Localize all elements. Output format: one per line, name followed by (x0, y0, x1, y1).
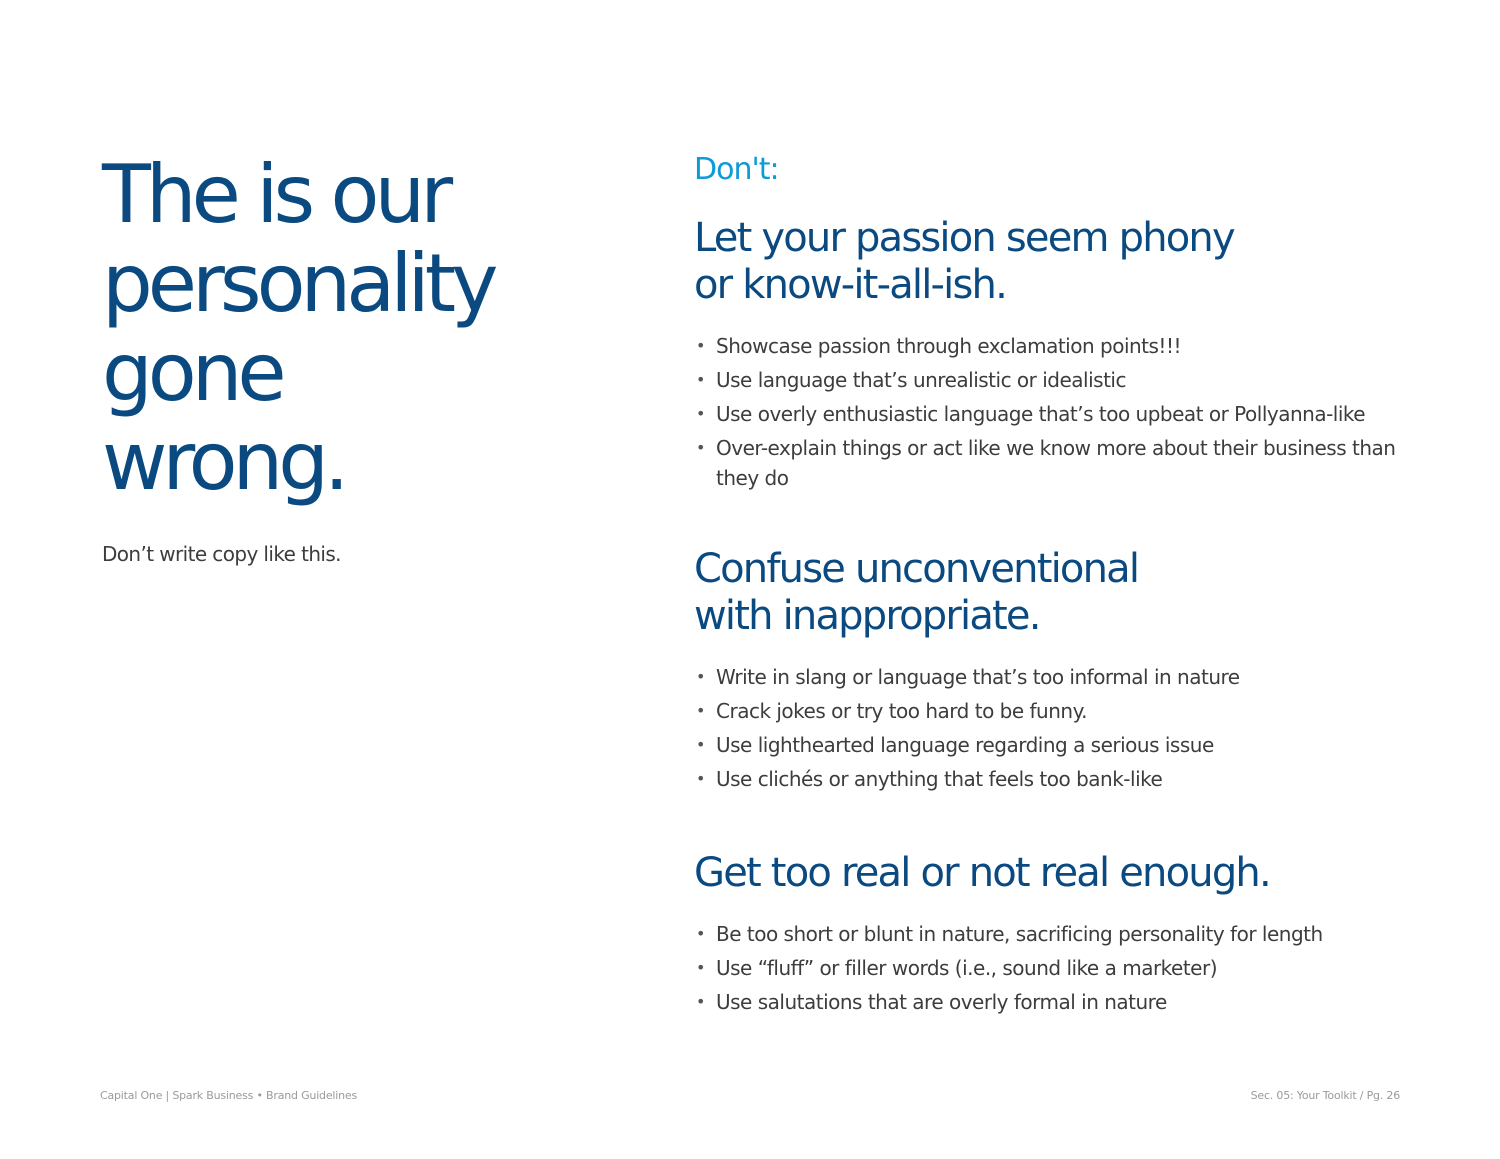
section-title (694, 215, 1414, 309)
section-real (694, 850, 1414, 1021)
headline-line: personality (102, 237, 494, 330)
list-item-text: Use salutations that are overly formal in nature (716, 990, 1167, 1014)
list-item-text: Over-explain things or act like we know more about their business than they do (716, 436, 1396, 490)
bullet-icon: • (696, 336, 705, 355)
list-item (694, 365, 1414, 395)
bullet-list (694, 919, 1414, 1017)
subcopy: Don’t write copy like this. (102, 542, 341, 566)
list-item (694, 331, 1414, 361)
list-item-text: Use lighthearted language regarding a serious issue (716, 733, 1214, 757)
list-item-text: Use clichés or anything that feels too bank-like (716, 767, 1163, 791)
section-title (694, 850, 1414, 897)
list-item (694, 953, 1414, 983)
section-title-line: Get too real or not real enough. (694, 850, 1270, 896)
section-phony (694, 215, 1414, 497)
bullet-icon: • (696, 958, 705, 977)
headline-line: gone (102, 326, 282, 419)
footer-brand: Capital One | Spark Business • Brand Guidelines (100, 1089, 357, 1102)
section-title (694, 546, 1414, 640)
section-title-line: Confuse unconventional (694, 546, 1139, 592)
dont-label: Don't: (694, 152, 779, 187)
section-title-line: or know-it-all-ish. (694, 262, 1006, 308)
bullet-icon: • (696, 992, 705, 1011)
bullet-icon: • (696, 370, 705, 389)
list-item-text: Use “fluff” or filler words (i.e., sound like a marketer) (716, 956, 1218, 980)
bullet-list (694, 331, 1414, 493)
list-item (694, 919, 1414, 949)
bullet-icon: • (696, 438, 705, 457)
section-unconventional (694, 546, 1414, 798)
list-item (694, 987, 1414, 1017)
footer-page-number: Sec. 05: Your Toolkit / Pg. 26 (1250, 1089, 1400, 1102)
bullet-icon: • (696, 667, 705, 686)
list-item (694, 696, 1414, 726)
list-item (694, 662, 1414, 692)
list-item (694, 433, 1414, 493)
bullet-icon: • (696, 924, 705, 943)
list-item-text: Be too short or blunt in nature, sacrificing personality for length (716, 922, 1323, 946)
section-title-line: with inappropriate. (694, 593, 1040, 639)
bullet-icon: • (696, 735, 705, 754)
bullet-icon: • (696, 404, 705, 423)
page-headline (102, 150, 582, 506)
list-item-text: Showcase passion through exclamation points!!! (716, 334, 1181, 358)
bullet-icon: • (696, 701, 705, 720)
headline-line: The is our (102, 148, 449, 241)
list-item-text: Crack jokes or try too hard to be funny. (716, 699, 1087, 723)
headline-line: wrong. (102, 415, 345, 508)
section-title-line: Let your passion seem phony (694, 215, 1234, 261)
list-item (694, 764, 1414, 794)
list-item-text: Use overly enthusiastic language that’s too upbeat or Pollyanna-like (716, 402, 1366, 426)
list-item-text: Use language that’s unrealistic or idealistic (716, 368, 1126, 392)
list-item (694, 399, 1414, 429)
list-item (694, 730, 1414, 760)
list-item-text: Write in slang or language that’s too informal in nature (716, 665, 1240, 689)
bullet-list (694, 662, 1414, 794)
bullet-icon: • (696, 769, 705, 788)
